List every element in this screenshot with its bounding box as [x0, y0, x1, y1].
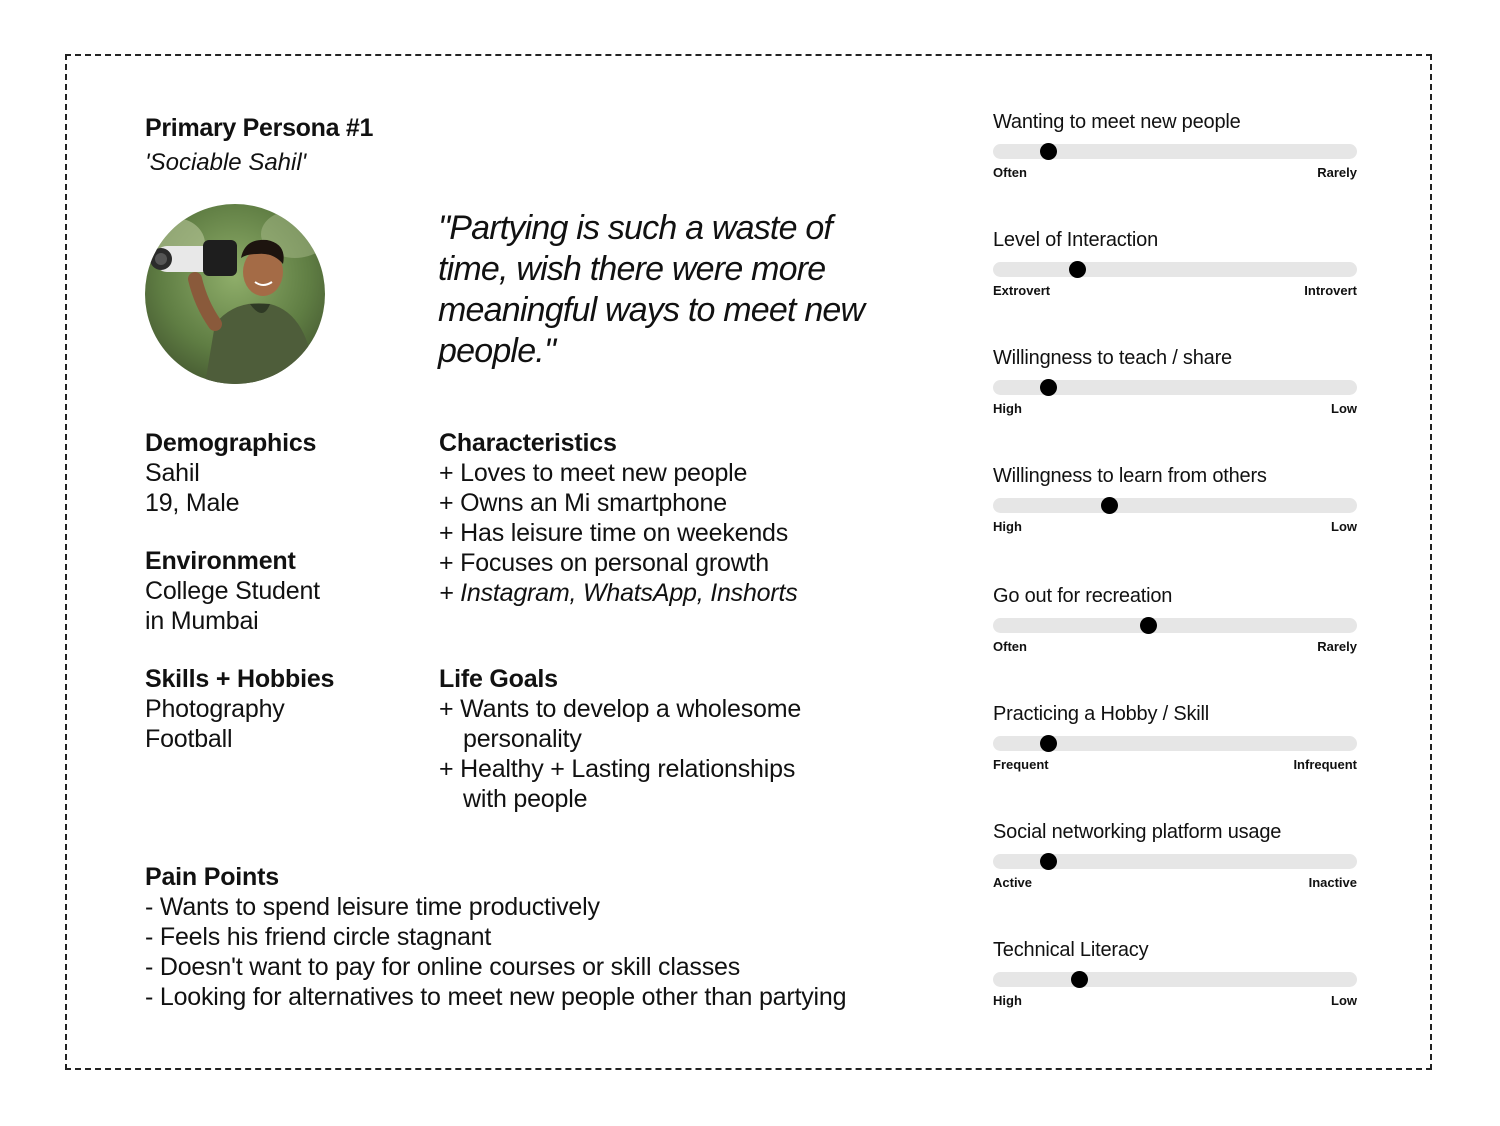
- scale-track: [993, 380, 1357, 395]
- scale-track: [993, 736, 1357, 751]
- scale-label: Level of Interaction: [993, 229, 1158, 251]
- environment-line: in Mumbai: [145, 607, 259, 635]
- scale-willingness-to-learn: [993, 464, 1357, 534]
- scale-practicing-hobby: [993, 702, 1357, 772]
- scale-max-label: Rarely: [1317, 165, 1357, 180]
- life-goal-item: + Healthy + Lasting relationships: [439, 755, 796, 783]
- skills-heading: Skills + Hobbies: [145, 665, 335, 693]
- scale-label: Technical Literacy: [993, 939, 1149, 961]
- scale-social-networking-usage: [993, 820, 1357, 890]
- scale-knob: [1040, 379, 1057, 396]
- life-goal-item: + Wants to develop a wholesome: [439, 695, 802, 723]
- scale-min-label: Often: [993, 165, 1027, 180]
- scale-max-label: Introvert: [1304, 283, 1357, 298]
- scale-label: Willingness to learn from others: [993, 465, 1267, 487]
- pain-points-section: [145, 862, 846, 1012]
- pain-point-item: - Doesn't want to pay for online courses or skill classes: [145, 953, 741, 981]
- scale-meet-new-people: [993, 110, 1357, 180]
- scale-knob: [1040, 853, 1057, 870]
- scale-track: [993, 618, 1357, 633]
- avatar: [145, 204, 325, 384]
- life-goals-heading: Life Goals: [439, 665, 558, 693]
- scale-go-out-for-recreation: [993, 584, 1357, 654]
- scale-knob: [1071, 971, 1088, 988]
- life-goals-section: [439, 664, 801, 814]
- scale-track: [993, 498, 1357, 513]
- pain-point-item: - Looking for alternatives to meet new people other than partying: [145, 983, 847, 1011]
- characteristics-item: + Loves to meet new people: [439, 459, 748, 487]
- scale-track: [993, 854, 1357, 869]
- scale-max-label: Rarely: [1317, 639, 1357, 654]
- characteristics-section: [439, 428, 798, 608]
- demographics-name: Sahil: [145, 459, 200, 487]
- scale-max-label: Inactive: [1308, 875, 1357, 890]
- scale-willingness-to-teach: [993, 346, 1357, 416]
- life-goal-item-continued: personality: [463, 725, 582, 753]
- scale-max-label: Low: [1331, 401, 1357, 416]
- persona-nickname: 'Sociable Sahil': [145, 149, 307, 176]
- characteristics-apps: + Instagram, WhatsApp, Inshorts: [439, 579, 798, 607]
- scale-min-label: Active: [993, 875, 1033, 890]
- persona-photo-icon: [145, 204, 325, 384]
- scale-knob: [1040, 735, 1057, 752]
- skills-section: [145, 664, 334, 754]
- environment-heading: Environment: [145, 547, 296, 575]
- characteristics-item: + Focuses on personal growth: [439, 549, 770, 577]
- scale-min-label: High: [993, 993, 1022, 1008]
- scale-track: [993, 262, 1357, 277]
- scale-label: Practicing a Hobby / Skill: [993, 703, 1210, 725]
- environment-line: College Student: [145, 577, 320, 605]
- persona-quote: "Partying is such a waste of time, wish there were more meaningful ways to meet new people.": [438, 209, 865, 370]
- scale-knob: [1040, 143, 1057, 160]
- environment-section: [145, 546, 320, 636]
- scale-knob: [1101, 497, 1118, 514]
- characteristics-heading: Characteristics: [439, 429, 617, 457]
- scale-max-label: Low: [1331, 519, 1357, 534]
- persona-title: Primary Persona #1: [145, 114, 374, 142]
- scale-level-of-interaction: [993, 228, 1357, 298]
- scale-label: Wanting to meet new people: [993, 111, 1241, 133]
- skills-item: Photography: [145, 695, 285, 723]
- demographics-age-gender: 19, Male: [145, 489, 240, 517]
- scale-knob: [1069, 261, 1086, 278]
- scale-min-label: Often: [993, 639, 1027, 654]
- pain-point-item: - Wants to spend leisure time productively: [145, 893, 600, 921]
- characteristics-item: + Has leisure time on weekends: [439, 519, 789, 547]
- scale-knob: [1140, 617, 1157, 634]
- scale-min-label: Extrovert: [993, 283, 1051, 298]
- scale-label: Social networking platform usage: [993, 821, 1282, 843]
- pain-points-heading: Pain Points: [145, 863, 279, 891]
- scale-min-label: High: [993, 519, 1022, 534]
- skills-item: Football: [145, 725, 233, 753]
- characteristics-item: + Owns an Mi smartphone: [439, 489, 727, 517]
- pain-point-item: - Feels his friend circle stagnant: [145, 923, 492, 951]
- scale-min-label: Frequent: [993, 757, 1049, 772]
- scale-track: [993, 972, 1357, 987]
- scale-label: Willingness to teach / share: [993, 347, 1232, 369]
- scale-max-label: Infrequent: [1293, 757, 1357, 772]
- life-goal-item-continued: with people: [463, 785, 588, 813]
- demographics-heading: Demographics: [145, 429, 317, 457]
- scale-track: [993, 144, 1357, 159]
- scale-label: Go out for recreation: [993, 585, 1173, 607]
- scale-max-label: Low: [1331, 993, 1357, 1008]
- scale-technical-literacy: [993, 938, 1357, 1008]
- scale-min-label: High: [993, 401, 1022, 416]
- demographics-section: [145, 428, 316, 518]
